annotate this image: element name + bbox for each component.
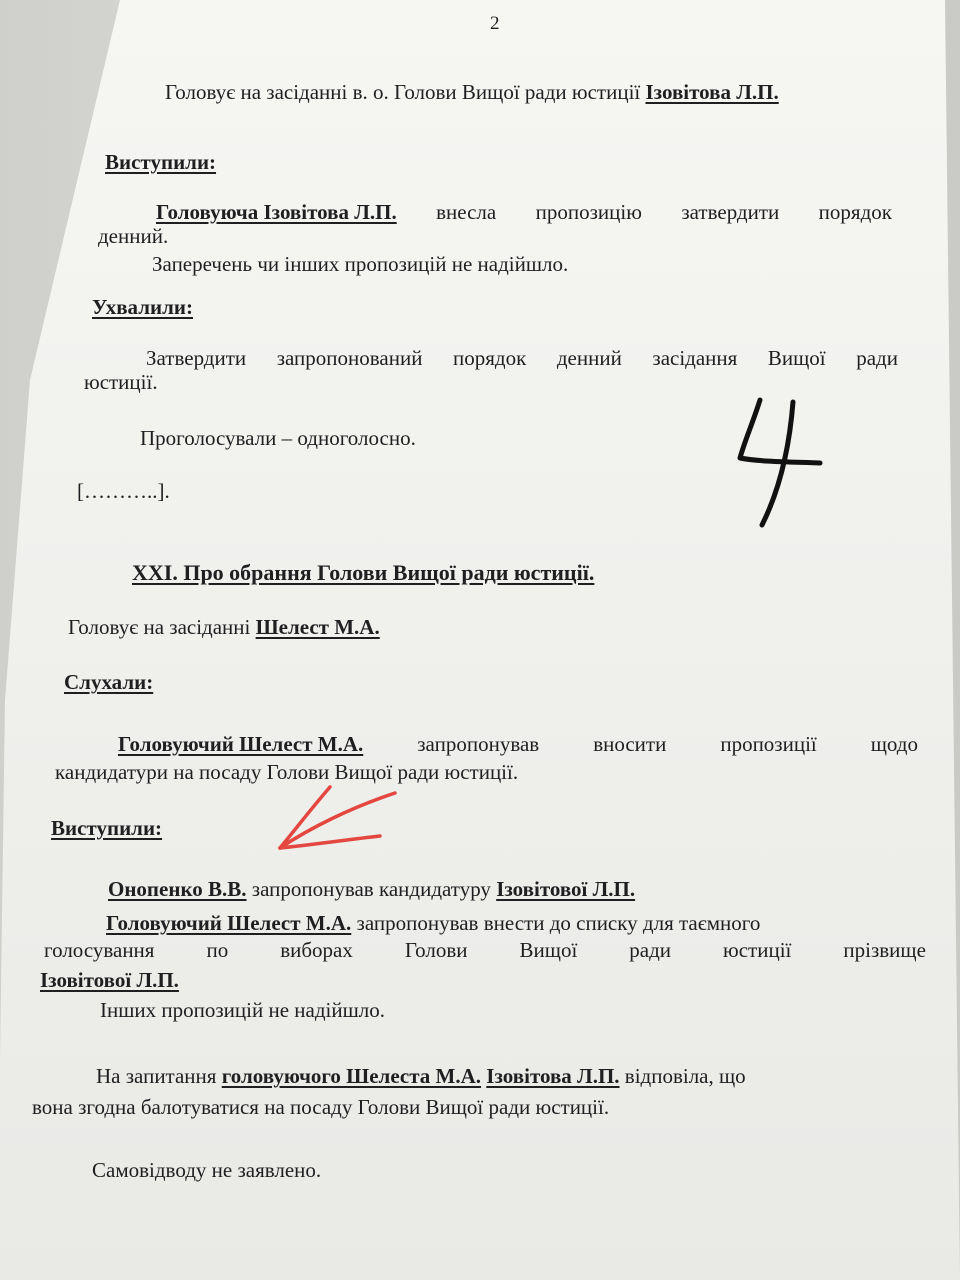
word: порядок: [453, 346, 527, 370]
word: засідання: [652, 346, 738, 370]
word: Голови: [404, 938, 468, 962]
word: затвердити: [681, 200, 780, 224]
omission-mark: [………..].: [77, 479, 170, 503]
word: ради: [856, 346, 898, 370]
chair-name: головуючого Шелеста М.А.: [221, 1064, 482, 1088]
word: пропозиції: [720, 732, 817, 756]
page-number: 2: [490, 13, 500, 34]
resolved-line-2: юстиції.: [84, 370, 158, 394]
word: юстиції: [723, 938, 792, 962]
word: голосування: [44, 938, 155, 962]
question-prefix: На запитання: [96, 1064, 217, 1088]
candidate-name: Ізовітової Л.П.: [496, 877, 636, 901]
speaker-name: Головуючий Шелест М.А.: [118, 732, 364, 756]
word: Вищої: [519, 938, 578, 962]
no-self-recusal: Самовідводу не заявлено.: [92, 1158, 322, 1182]
word: щодо: [870, 732, 918, 756]
word: ради: [629, 938, 672, 962]
heading-speakers-2: Виступили:: [51, 816, 163, 840]
proposal-text: запропонував внести до списку для таємного: [356, 911, 761, 935]
proposal-text: запропонував кандидатуру: [251, 877, 491, 901]
presiding-name: Ізовітова Л.П.: [645, 80, 779, 104]
heading-speakers-1: Виступили:: [105, 150, 217, 174]
word: запропонований: [276, 346, 423, 370]
presiding-name: Шелест М.А.: [255, 615, 380, 639]
word: запропонував: [417, 732, 540, 756]
word: денний: [556, 346, 622, 370]
word: внесла: [436, 200, 497, 224]
word: по: [206, 938, 229, 962]
word: вносити: [593, 732, 667, 756]
question-suffix: відповіла, що: [624, 1064, 746, 1088]
presiding-text: Головує на засіданні: [68, 615, 251, 639]
vote-result: Проголосували – одноголосно.: [140, 426, 416, 450]
heading-heard: Слухали:: [64, 670, 154, 694]
word: Затвердити: [146, 346, 247, 370]
word: Вищої: [767, 346, 826, 370]
speakers-1-line-3: Заперечень чи інших пропозицій не надійшло.: [152, 252, 569, 276]
word: виборах: [280, 938, 353, 962]
section-title: XXI. Про обрання Голови Вищої ради юстиції.: [132, 560, 595, 585]
word: прізвище: [843, 938, 926, 962]
word: порядок: [818, 200, 892, 224]
question-line-2: вона згодна балотуватися на посаду Голови Вищої ради юстиції.: [32, 1095, 610, 1119]
heard-line-2: кандидатури на посаду Голови Вищої ради юстиції.: [55, 760, 519, 784]
handwritten-four-mark: [740, 400, 820, 525]
speaker-name: Головуючий Шелест М.А.: [106, 911, 352, 935]
speaker-name: Головуюча Ізовітова Л.П.: [156, 200, 397, 224]
heading-resolved: Ухвалили:: [92, 295, 193, 319]
presiding-text: Головує на засіданні в. о. Голови Вищої ради юстиції: [165, 80, 641, 104]
candidate-name: Ізовітова Л.П.: [486, 1064, 620, 1088]
no-other-proposals: Інших пропозицій не надійшло.: [100, 998, 385, 1022]
red-arrow-mark: [280, 787, 395, 848]
speaker-name: Онопенко В.В.: [108, 877, 247, 901]
speakers-1-line-2: денний.: [98, 224, 169, 248]
shelest-line-3: Ізовітової Л.П.: [40, 968, 179, 992]
word: пропозицію: [535, 200, 642, 224]
